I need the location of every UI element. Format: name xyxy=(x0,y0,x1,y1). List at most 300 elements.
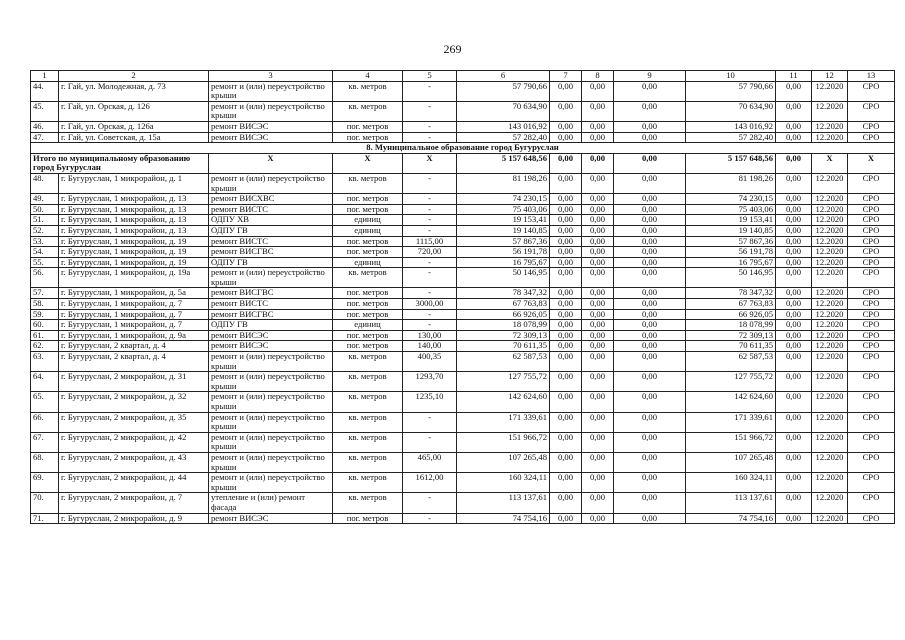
table-cell: 0,00 xyxy=(582,299,614,310)
column-number-cell: 7 xyxy=(550,71,582,82)
table-cell: кв. метров xyxy=(333,101,403,121)
table-cell: пог. метров xyxy=(333,121,403,132)
table-cell: 0,00 xyxy=(550,173,582,193)
total-cell: 0,00 xyxy=(776,153,812,173)
section-title: 8. Муниципальное образование город Бугуруслан xyxy=(31,143,895,154)
table-cell: г. Бугуруслан, 2 микрорайон, д. 7 xyxy=(59,493,209,513)
table-cell: 0,00 xyxy=(776,121,812,132)
table-cell: 57 282,40 xyxy=(686,132,776,143)
table-cell: 12.2020 xyxy=(812,247,848,258)
table-cell: 0,00 xyxy=(582,372,614,392)
table-cell: 0,00 xyxy=(582,132,614,143)
table-cell: 0,00 xyxy=(776,432,812,452)
table-cell: 50 146,95 xyxy=(686,268,776,288)
table-cell: 0,00 xyxy=(614,194,686,205)
table-cell: 0,00 xyxy=(776,452,812,472)
table-cell: 0,00 xyxy=(614,173,686,193)
table-cell: г. Бугуруслан, 2 квартал, д. 4 xyxy=(59,341,209,352)
table-cell: 50. xyxy=(31,204,59,215)
table-cell: ремонт и (или) переустройство крыши xyxy=(209,268,333,288)
table-cell: 0,00 xyxy=(776,473,812,493)
total-cell: 0,00 xyxy=(614,153,686,173)
table-cell: ремонт и (или) переустройство крыши xyxy=(209,412,333,432)
table-cell: - xyxy=(403,215,457,226)
table-cell: 1612,00 xyxy=(403,473,457,493)
table-cell: 0,00 xyxy=(614,341,686,352)
table-row xyxy=(31,352,895,372)
table-cell: 0,00 xyxy=(550,81,582,101)
table-cell: 67 763,83 xyxy=(686,299,776,310)
table-cell: 1115,00 xyxy=(403,236,457,247)
table-cell: ремонт ВИСЭС xyxy=(209,132,333,143)
table-cell: 0,00 xyxy=(776,320,812,331)
table-cell: - xyxy=(403,432,457,452)
table-cell: - xyxy=(403,288,457,299)
table-cell: СРО xyxy=(848,513,895,524)
table-cell: 0,00 xyxy=(614,372,686,392)
table-cell: ремонт ВИСГВС xyxy=(209,288,333,299)
table-cell: 0,00 xyxy=(582,257,614,268)
table-cell: 16 795,67 xyxy=(686,257,776,268)
table-row xyxy=(31,257,895,268)
table-cell: СРО xyxy=(848,204,895,215)
table-cell: 12.2020 xyxy=(812,204,848,215)
table-cell: СРО xyxy=(848,372,895,392)
table-cell: 0,00 xyxy=(614,412,686,432)
table-cell: г. Бугуруслан, 1 микрорайон, д. 13 xyxy=(59,204,209,215)
table-cell: 51. xyxy=(31,215,59,226)
table-cell: 0,00 xyxy=(776,412,812,432)
table-cell: 0,00 xyxy=(582,101,614,121)
table-cell: СРО xyxy=(848,288,895,299)
table-cell: кв. метров xyxy=(333,352,403,372)
table-cell: 0,00 xyxy=(582,452,614,472)
table-cell: 0,00 xyxy=(776,288,812,299)
total-cell: 0,00 xyxy=(550,153,582,173)
table-cell: - xyxy=(403,309,457,320)
table-cell: 0,00 xyxy=(614,225,686,236)
table-cell: 19 140,85 xyxy=(457,225,550,236)
table-row xyxy=(31,247,895,258)
table-cell: пог. метров xyxy=(333,132,403,143)
total-cell: X xyxy=(333,153,403,173)
table-cell: 143 016,92 xyxy=(457,121,550,132)
table-cell: 12.2020 xyxy=(812,236,848,247)
table-cell: ремонт и (или) переустройство крыши xyxy=(209,101,333,121)
table-cell: 160 324,11 xyxy=(457,473,550,493)
table-cell: г. Бугуруслан, 1 микрорайон, д. 19 xyxy=(59,247,209,258)
table-cell: 12.2020 xyxy=(812,432,848,452)
table-cell: 0,00 xyxy=(614,392,686,412)
table-cell: 12.2020 xyxy=(812,215,848,226)
column-number-cell: 13 xyxy=(848,71,895,82)
table-cell: г. Бугуруслан, 1 микрорайон, д. 7 xyxy=(59,309,209,320)
table-cell: - xyxy=(403,412,457,432)
table-cell: СРО xyxy=(848,101,895,121)
table-cell: 71. xyxy=(31,513,59,524)
column-number-cell: 11 xyxy=(776,71,812,82)
table-cell: 57 867,36 xyxy=(457,236,550,247)
table-cell: 74 230,15 xyxy=(686,194,776,205)
table-cell: кв. метров xyxy=(333,432,403,452)
table-cell: 0,00 xyxy=(550,247,582,258)
table-cell: 0,00 xyxy=(776,81,812,101)
table-cell: СРО xyxy=(848,225,895,236)
table-cell: 0,00 xyxy=(776,173,812,193)
table-cell: - xyxy=(403,268,457,288)
table-cell: СРО xyxy=(848,432,895,452)
table-row xyxy=(31,412,895,432)
table-cell: 62 587,53 xyxy=(686,352,776,372)
table-cell: ремонт и (или) переустройство крыши xyxy=(209,81,333,101)
column-number-row xyxy=(31,71,895,82)
table-cell: 57 282,40 xyxy=(457,132,550,143)
table-cell: - xyxy=(403,101,457,121)
table-cell: 0,00 xyxy=(776,215,812,226)
table-cell: 0,00 xyxy=(550,204,582,215)
table-cell: 0,00 xyxy=(550,432,582,452)
table-cell: 0,00 xyxy=(776,352,812,372)
table-cell: 127 755,72 xyxy=(686,372,776,392)
table-cell: 19 153,41 xyxy=(457,215,550,226)
table-cell: г. Бугуруслан, 2 микрорайон, д. 9 xyxy=(59,513,209,524)
table-cell: 12.2020 xyxy=(812,194,848,205)
table-cell: 0,00 xyxy=(550,268,582,288)
table-cell: 0,00 xyxy=(550,194,582,205)
table-cell: кв. метров xyxy=(333,268,403,288)
table-cell: 75 403,06 xyxy=(686,204,776,215)
table-cell: СРО xyxy=(848,121,895,132)
table-cell: 0,00 xyxy=(582,121,614,132)
table-cell: 0,00 xyxy=(614,330,686,341)
table-cell: 0,00 xyxy=(550,352,582,372)
table-cell: 12.2020 xyxy=(812,352,848,372)
table-cell: 0,00 xyxy=(776,392,812,412)
table-cell: 0,00 xyxy=(550,341,582,352)
table-cell: 52. xyxy=(31,225,59,236)
table-cell: 74 230,15 xyxy=(457,194,550,205)
table-cell: 69. xyxy=(31,473,59,493)
table-cell: 0,00 xyxy=(776,493,812,513)
table-cell: 12.2020 xyxy=(812,513,848,524)
table-cell: 0,00 xyxy=(582,493,614,513)
column-number-cell: 5 xyxy=(403,71,457,82)
table-cell: г. Бугуруслан, 2 микрорайон, д. 31 xyxy=(59,372,209,392)
table-cell: СРО xyxy=(848,473,895,493)
table-cell: ремонт и (или) переустройство крыши xyxy=(209,372,333,392)
table-cell: - xyxy=(403,81,457,101)
table-cell: г. Бугуруслан, 1 микрорайон, д. 7 xyxy=(59,320,209,331)
table-body xyxy=(31,71,895,524)
table-cell: 66. xyxy=(31,412,59,432)
table-cell: г. Гай, ул. Орская, д. 126а xyxy=(59,121,209,132)
table-cell: пог. метров xyxy=(333,309,403,320)
table-cell: 0,00 xyxy=(582,236,614,247)
table-cell: СРО xyxy=(848,132,895,143)
column-number-cell: 4 xyxy=(333,71,403,82)
table-cell: 12.2020 xyxy=(812,288,848,299)
table-cell: ОДПУ ГВ xyxy=(209,320,333,331)
table-row xyxy=(31,215,895,226)
table-cell: г. Бугуруслан, 1 микрорайон, д. 7 xyxy=(59,299,209,310)
table-cell: 12.2020 xyxy=(812,309,848,320)
table-cell: 0,00 xyxy=(550,412,582,432)
table-cell: 12.2020 xyxy=(812,452,848,472)
table-cell: 0,00 xyxy=(550,225,582,236)
table-cell: 66 926,05 xyxy=(457,309,550,320)
table-cell: 171 339,61 xyxy=(686,412,776,432)
table-cell: 0,00 xyxy=(550,257,582,268)
table-cell: 18 078,99 xyxy=(686,320,776,331)
table-cell: 0,00 xyxy=(614,493,686,513)
table-cell: 0,00 xyxy=(582,330,614,341)
table-cell: 0,00 xyxy=(550,330,582,341)
table-row xyxy=(31,330,895,341)
table-cell: СРО xyxy=(848,330,895,341)
total-cell: Итого по муниципальному образованию город Бугуруслан xyxy=(31,153,209,173)
table-cell: 400,35 xyxy=(403,352,457,372)
table-cell: 12.2020 xyxy=(812,101,848,121)
table-cell: 0,00 xyxy=(614,288,686,299)
table-row xyxy=(31,320,895,331)
table-cell: 66 926,05 xyxy=(686,309,776,320)
table-cell: утепление и (или) ремонт фасада xyxy=(209,493,333,513)
table-cell: г. Бугуруслан, 2 микрорайон, д. 32 xyxy=(59,392,209,412)
table-cell: 0,00 xyxy=(614,452,686,472)
table-cell: ремонт ВИСЭС xyxy=(209,341,333,352)
table-cell: 12.2020 xyxy=(812,132,848,143)
table-cell: 78 347,32 xyxy=(686,288,776,299)
table-cell: 57 790,66 xyxy=(457,81,550,101)
table-cell: 48. xyxy=(31,173,59,193)
table-cell: г. Бугуруслан, 2 микрорайон, д. 44 xyxy=(59,473,209,493)
table-cell: 70 611,35 xyxy=(457,341,550,352)
table-cell: 0,00 xyxy=(550,473,582,493)
table-cell: 0,00 xyxy=(614,121,686,132)
table-cell: 63. xyxy=(31,352,59,372)
table-cell: 67. xyxy=(31,432,59,452)
table-cell: 0,00 xyxy=(550,215,582,226)
table-cell: 61. xyxy=(31,330,59,341)
table-cell: пог. метров xyxy=(333,247,403,258)
table-cell: 12.2020 xyxy=(812,412,848,432)
column-number-cell: 9 xyxy=(614,71,686,82)
table-cell: ОДПУ ГВ xyxy=(209,225,333,236)
table-cell: ремонт ВИСЭС xyxy=(209,330,333,341)
table-cell: 0,00 xyxy=(776,247,812,258)
table-cell: единиц xyxy=(333,225,403,236)
table-cell: 0,00 xyxy=(614,132,686,143)
table-cell: СРО xyxy=(848,341,895,352)
table-cell: 130,00 xyxy=(403,330,457,341)
section-title-row xyxy=(31,143,895,154)
column-number-cell: 3 xyxy=(209,71,333,82)
table-cell: 0,00 xyxy=(614,215,686,226)
table-cell: СРО xyxy=(848,257,895,268)
table-cell: 142 624,60 xyxy=(686,392,776,412)
table-cell: 18 078,99 xyxy=(457,320,550,331)
table-cell: ОДПУ ХВ xyxy=(209,215,333,226)
table-cell: 0,00 xyxy=(776,268,812,288)
table-cell: 57 867,36 xyxy=(686,236,776,247)
total-cell: 5 157 648,56 xyxy=(686,153,776,173)
table-cell: 12.2020 xyxy=(812,392,848,412)
table-cell: г. Бугуруслан, 1 микрорайон, д. 13 xyxy=(59,215,209,226)
table-row xyxy=(31,473,895,493)
table-cell: 12.2020 xyxy=(812,173,848,193)
table-cell: 0,00 xyxy=(582,513,614,524)
table-cell: 12.2020 xyxy=(812,473,848,493)
table-row xyxy=(31,372,895,392)
table-cell: 65. xyxy=(31,392,59,412)
table-cell: - xyxy=(403,225,457,236)
table-cell: 0,00 xyxy=(582,309,614,320)
table-row xyxy=(31,309,895,320)
table-cell: 19 140,85 xyxy=(686,225,776,236)
table-cell: 57. xyxy=(31,288,59,299)
table-cell: 0,00 xyxy=(776,257,812,268)
table-cell: кв. метров xyxy=(333,372,403,392)
table-cell: 0,00 xyxy=(582,392,614,412)
table-cell: СРО xyxy=(848,173,895,193)
table-cell: 0,00 xyxy=(582,432,614,452)
table-cell: - xyxy=(403,121,457,132)
table-cell: пог. метров xyxy=(333,288,403,299)
table-cell: 0,00 xyxy=(614,268,686,288)
table-cell: 0,00 xyxy=(582,225,614,236)
table-cell: г. Бугуруслан, 1 микрорайон, д. 19а xyxy=(59,268,209,288)
table-cell: ремонт ВИСЭС xyxy=(209,121,333,132)
table-cell: - xyxy=(403,132,457,143)
table-cell: СРО xyxy=(848,412,895,432)
table-cell: - xyxy=(403,173,457,193)
table-cell: ремонт ВИСТС xyxy=(209,236,333,247)
table-cell: 55. xyxy=(31,257,59,268)
table-cell: 0,00 xyxy=(550,452,582,472)
table-cell: СРО xyxy=(848,299,895,310)
table-cell: пог. метров xyxy=(333,236,403,247)
table-cell: 0,00 xyxy=(776,341,812,352)
table-cell: 0,00 xyxy=(776,513,812,524)
table-cell: 0,00 xyxy=(582,352,614,372)
table-row xyxy=(31,299,895,310)
table-cell: 0,00 xyxy=(614,320,686,331)
table-cell: 75 403,06 xyxy=(457,204,550,215)
page-number: 269 xyxy=(443,42,462,56)
table-cell: 12.2020 xyxy=(812,121,848,132)
total-cell: X xyxy=(403,153,457,173)
table-cell: 0,00 xyxy=(582,173,614,193)
table-cell: 58. xyxy=(31,299,59,310)
table-row xyxy=(31,132,895,143)
table-cell: СРО xyxy=(848,320,895,331)
table-cell: 0,00 xyxy=(776,132,812,143)
table-cell: 49. xyxy=(31,194,59,205)
table-cell: 0,00 xyxy=(614,204,686,215)
table-cell: 0,00 xyxy=(582,215,614,226)
table-cell: кв. метров xyxy=(333,473,403,493)
table-cell: пог. метров xyxy=(333,204,403,215)
table-cell: ОДПУ ГВ xyxy=(209,257,333,268)
table-cell: г. Бугуруслан, 2 микрорайон, д. 43 xyxy=(59,452,209,472)
table-cell: ремонт ВИСХВС xyxy=(209,194,333,205)
table-cell: ремонт ВИСТС xyxy=(209,299,333,310)
table-cell: 720,00 xyxy=(403,247,457,258)
table-cell: г. Бугуруслан, 1 микрорайон, д. 19 xyxy=(59,257,209,268)
table-cell: 0,00 xyxy=(582,81,614,101)
table-cell: кв. метров xyxy=(333,493,403,513)
table-row xyxy=(31,173,895,193)
table-cell: СРО xyxy=(848,493,895,513)
table-cell: г. Бугуруслан, 1 микрорайон, д. 13 xyxy=(59,225,209,236)
table-cell: 0,00 xyxy=(582,247,614,258)
total-cell: X xyxy=(209,153,333,173)
table-cell: г. Гай, ул. Советская, д. 15а xyxy=(59,132,209,143)
table-cell: 0,00 xyxy=(550,288,582,299)
table-cell: 0,00 xyxy=(550,392,582,412)
table-cell: 45. xyxy=(31,101,59,121)
table-cell: 0,00 xyxy=(550,132,582,143)
column-number-cell: 8 xyxy=(582,71,614,82)
table-cell: 0,00 xyxy=(614,309,686,320)
table-cell: 0,00 xyxy=(614,513,686,524)
table-cell: единиц xyxy=(333,320,403,331)
table-cell: 107 265,48 xyxy=(686,452,776,472)
table-cell: 0,00 xyxy=(582,473,614,493)
table-cell: 0,00 xyxy=(776,372,812,392)
table-cell: г. Бугуруслан, 1 микрорайон, д. 19 xyxy=(59,236,209,247)
table-cell: 0,00 xyxy=(550,320,582,331)
table-cell: 12.2020 xyxy=(812,372,848,392)
table-row xyxy=(31,101,895,121)
table-cell: 72 309,13 xyxy=(686,330,776,341)
table-row xyxy=(31,432,895,452)
table-cell: 70. xyxy=(31,493,59,513)
table-row xyxy=(31,341,895,352)
table-cell: 0,00 xyxy=(614,299,686,310)
table-cell: пог. метров xyxy=(333,341,403,352)
table-cell: г. Бугуруслан, 1 микрорайон, д. 1 xyxy=(59,173,209,193)
table-cell: 50 146,95 xyxy=(457,268,550,288)
column-number-cell: 6 xyxy=(457,71,550,82)
table-cell: ремонт и (или) переустройство крыши xyxy=(209,173,333,193)
table-cell: 70 611,35 xyxy=(686,341,776,352)
table-cell: 1293,70 xyxy=(403,372,457,392)
table-cell: 57 790,66 xyxy=(686,81,776,101)
table-cell: 56 191,78 xyxy=(457,247,550,258)
total-cell: 5 157 648,56 xyxy=(457,153,550,173)
column-number-cell: 12 xyxy=(812,71,848,82)
table-row xyxy=(31,204,895,215)
table-cell: 53. xyxy=(31,236,59,247)
table-cell: пог. метров xyxy=(333,299,403,310)
table-cell: кв. метров xyxy=(333,173,403,193)
table-cell: - xyxy=(403,257,457,268)
table-cell: - xyxy=(403,513,457,524)
table-cell: 0,00 xyxy=(614,247,686,258)
table-cell: СРО xyxy=(848,309,895,320)
table-cell: 0,00 xyxy=(550,236,582,247)
total-cell: 0,00 xyxy=(582,153,614,173)
column-number-cell: 10 xyxy=(686,71,776,82)
table-cell: 81 198,26 xyxy=(686,173,776,193)
table-cell: 0,00 xyxy=(614,236,686,247)
table-cell: 0,00 xyxy=(550,309,582,320)
table-cell: 0,00 xyxy=(550,121,582,132)
table-cell: 0,00 xyxy=(582,288,614,299)
table-row xyxy=(31,493,895,513)
table-cell: ремонт и (или) переустройство крыши xyxy=(209,473,333,493)
